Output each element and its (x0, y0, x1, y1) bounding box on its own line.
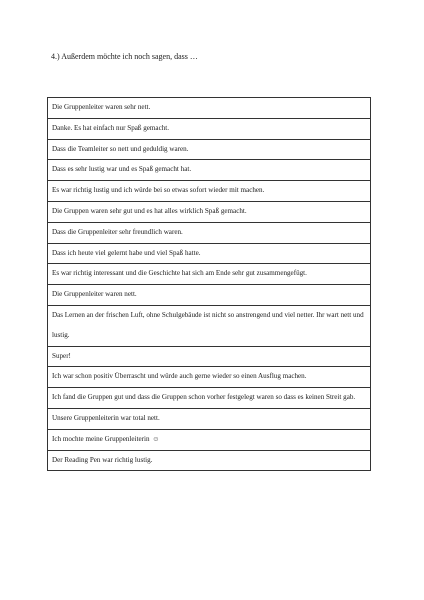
answer-cell: Dass ich heute viel gelernt habe und viel Spaß hatte. (48, 243, 371, 264)
answer-cell: Dass es sehr lustig war und es Spaß gemacht hat. (48, 160, 371, 181)
table-row (48, 346, 371, 367)
answer-cell: Die Gruppenleiter waren nett. (48, 285, 371, 306)
answer-cell: Das Lernen an der frischen Luft, ohne Schulgebäude ist nicht so anstrengend und viel netter. Ihr wart nett und lustig. (48, 305, 371, 346)
answer-cell: Ich war schon positiv Überrascht und würde auch gerne wieder so einen Ausflug machen. (48, 367, 371, 388)
answers-table (47, 97, 371, 471)
table-row (48, 429, 371, 450)
question-heading: 4.) Außerdem möchte ich noch sagen, dass … (51, 52, 198, 61)
answer-cell: Die Gruppen waren sehr gut und es hat alles wirklich Spaß gemacht. (48, 201, 371, 222)
answer-cell: Ich fand die Gruppen gut und dass die Gruppen schon vorher festgelegt waren so dass es keinen Streit gab. (48, 388, 371, 409)
table-row (48, 243, 371, 264)
table-row (48, 118, 371, 139)
answer-cell: Es war richtig lustig und ich würde bei so etwas sofort wieder mit machen. (48, 181, 371, 202)
table-row (48, 222, 371, 243)
answer-cell: Die Gruppenleiter waren sehr nett. (48, 98, 371, 119)
answer-cell: Unsere Gruppenleiterin war total nett. (48, 408, 371, 429)
table-row (48, 367, 371, 388)
table-row (48, 160, 371, 181)
table-row (48, 98, 371, 119)
answer-cell: Dass die Teamleiter so nett und geduldig waren. (48, 139, 371, 160)
answer-cell (48, 429, 371, 450)
table-row (48, 305, 371, 346)
answer-cell: Super! (48, 346, 371, 367)
table-row (48, 264, 371, 285)
table-row (48, 408, 371, 429)
table-row (48, 285, 371, 306)
table-row (48, 388, 371, 409)
answer-cell: Danke. Es hat einfach nur Spaß gemacht. (48, 118, 371, 139)
table-row (48, 181, 371, 202)
answer-cell: Es war richtig interessant und die Geschichte hat sich am Ende sehr gut zusammengefügt. (48, 264, 371, 285)
answer-cell: Der Reading Pen war richtig lustig. (48, 450, 371, 471)
table-row (48, 201, 371, 222)
answer-text: Ich mochte meine Gruppenleiterin (52, 434, 150, 443)
table-row (48, 139, 371, 160)
table-row (48, 450, 371, 471)
smiley-icon: ☺ (152, 434, 160, 443)
answer-cell: Dass die Gruppenleiter sehr freundlich waren. (48, 222, 371, 243)
